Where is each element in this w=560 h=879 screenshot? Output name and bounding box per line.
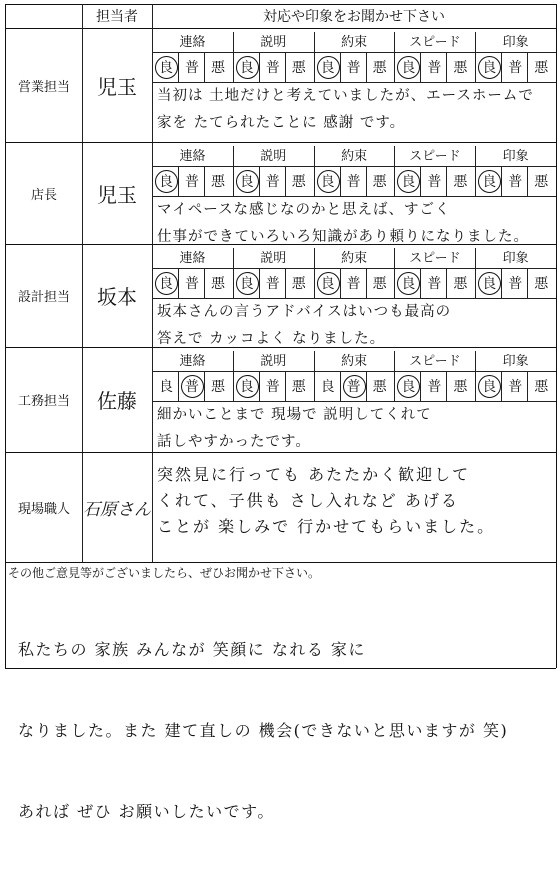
rating-circled-良: 良 [316, 271, 340, 295]
header-tantosha: 担当者 [96, 9, 138, 25]
comment-line: 話しやすかったです。 [157, 434, 311, 450]
rating-option: 悪 [453, 60, 468, 76]
rating-option: 悪 [534, 60, 549, 76]
category-label: 連絡 [179, 353, 206, 369]
category-label: 約束 [341, 148, 368, 164]
rating-option: 普 [427, 60, 442, 76]
rating-option: 悪 [372, 60, 387, 76]
rating-circled-良: 良 [477, 271, 501, 295]
rating-option: 悪 [211, 379, 225, 395]
comment-line: ことが 楽しみで 行かせてもらいました。 [157, 517, 496, 536]
rating-divider [340, 371, 341, 401]
rating-circled-普: 普 [180, 374, 204, 398]
row-divider [5, 562, 556, 563]
comment-line: 家を たてられたことに 感謝 です。 [157, 115, 406, 131]
category-divider [394, 146, 395, 196]
rating-circled-良: 良 [154, 271, 178, 295]
category-divider [475, 146, 476, 196]
category-label: 印象 [502, 148, 529, 164]
rating-divider [420, 166, 421, 196]
rating-divider [446, 166, 447, 196]
rating-divider [420, 52, 421, 82]
rating-option: 悪 [291, 379, 306, 395]
rating-circled-良: 良 [396, 55, 420, 79]
rating-option: 悪 [291, 276, 306, 292]
row-comment [157, 83, 555, 137]
rating-circled-普: 普 [342, 374, 366, 398]
category-divider [233, 32, 234, 82]
row-role-label: 設計担当 [17, 290, 70, 305]
category-label: スピード [409, 353, 461, 369]
comment-line: 突然見に行っても あたたかく歓迎して [157, 465, 471, 484]
rating-circled-良: 良 [477, 169, 501, 193]
rating-divider [527, 371, 528, 401]
other-comments-text [18, 582, 508, 879]
row-role-label: 工務担当 [17, 394, 70, 409]
other-line: 私たちの 家族 みんなが 笑顔に なれる 家に [18, 640, 366, 659]
comment-line: マイペースな感じなのかと思えば、すごく [157, 202, 451, 218]
row-role-label: 営業担当 [17, 79, 70, 95]
rating-option: 悪 [453, 174, 468, 190]
rating-divider [178, 52, 179, 82]
rating-divider [340, 166, 341, 196]
rating-divider [340, 268, 341, 298]
rating-option: 悪 [372, 174, 387, 190]
category-divider [475, 32, 476, 82]
rating-circled-良: 良 [235, 169, 259, 193]
category-label: 説明 [260, 34, 287, 50]
rating-divider [285, 166, 286, 196]
rating-circled-良: 良 [235, 55, 259, 79]
rating-divider [340, 52, 341, 82]
rating-option: 悪 [291, 60, 306, 76]
rating-option: 悪 [534, 379, 549, 395]
rating-divider [420, 268, 421, 298]
outer-right-border [556, 4, 557, 668]
category-label: 連絡 [179, 148, 206, 164]
comment-line: 坂本さんの言うアドバイスはいつも最高の [157, 304, 452, 320]
category-label: 説明 [260, 353, 287, 369]
rating-option: 普 [508, 60, 523, 76]
rating-divider [446, 371, 447, 401]
row-comment [157, 402, 555, 456]
row-role-label: 現場職人 [17, 501, 70, 517]
category-divider [233, 248, 234, 298]
outer-top-border [5, 4, 556, 5]
rating-divider [259, 166, 260, 196]
rating-circled-良: 良 [154, 55, 178, 79]
category-label: 印象 [502, 353, 529, 369]
category-divider [475, 351, 476, 401]
rating-divider [501, 371, 502, 401]
rating-circled-良: 良 [316, 55, 340, 79]
category-label: 約束 [341, 250, 368, 266]
rating-option: 普 [185, 276, 199, 292]
rating-divider [446, 52, 447, 82]
rating-divider [204, 268, 205, 298]
column-divider [152, 4, 153, 562]
rating-circled-良: 良 [235, 374, 259, 398]
rating-divider [285, 371, 286, 401]
comment-line: 仕事ができていろいろ知識があり頼りになりました。 [157, 229, 529, 245]
rating-option: 悪 [291, 174, 306, 190]
category-divider [394, 351, 395, 401]
rating-divider [259, 268, 260, 298]
rating-circled-良: 良 [396, 169, 420, 193]
rating-divider [178, 268, 179, 298]
rating-divider [366, 268, 367, 298]
rating-option: 悪 [453, 379, 468, 395]
rating-circled-良: 良 [154, 169, 178, 193]
rating-circled-良: 良 [477, 55, 501, 79]
row-person-name: 佐藤 [97, 389, 137, 413]
comment-line: 当初は 土地だけと考えていましたが、エースホームで [157, 88, 534, 104]
rating-option: 普 [185, 174, 199, 190]
rating-divider [178, 166, 179, 196]
category-label: スピード [409, 34, 461, 50]
rating-option: 普 [427, 174, 442, 190]
other-line: なりました。また 建て直しの 機会(できないと思いますが 笑) [18, 721, 509, 740]
rating-divider [366, 371, 367, 401]
rating-divider [446, 268, 447, 298]
category-label: 約束 [341, 353, 368, 369]
category-divider [233, 146, 234, 196]
rating-option: 悪 [534, 174, 549, 190]
row-comment [157, 462, 555, 540]
category-divider [314, 146, 315, 196]
rating-divider [366, 52, 367, 82]
rating-divider [204, 52, 205, 82]
comment-line: くれて、子供も さし入れなど あげる [157, 491, 459, 510]
category-label: 約束 [341, 34, 368, 50]
category-divider [394, 248, 395, 298]
rating-option: 良 [320, 379, 335, 395]
rating-option: 悪 [453, 276, 468, 292]
rating-option: 悪 [211, 60, 225, 76]
comment-line: 細かいことまで 現場で 説明してくれて [157, 407, 432, 423]
rating-option: 普 [508, 174, 523, 190]
rating-option: 普 [427, 379, 442, 395]
rating-circled-良: 良 [396, 374, 420, 398]
category-label: 印象 [502, 34, 529, 50]
rating-option: 悪 [372, 379, 387, 395]
rating-option: 普 [185, 60, 199, 76]
rating-divider [527, 268, 528, 298]
rating-divider [501, 166, 502, 196]
rating-divider [420, 371, 421, 401]
rating-option: 普 [265, 379, 280, 395]
category-divider [475, 248, 476, 298]
rating-divider [527, 52, 528, 82]
rating-divider [501, 52, 502, 82]
rating-divider [501, 268, 502, 298]
rating-header-line [152, 371, 556, 372]
rating-option: 悪 [534, 276, 549, 292]
category-label: 印象 [502, 250, 529, 266]
comment-line: 答えで カッコよく なりました。 [157, 331, 386, 347]
category-label: 説明 [260, 250, 287, 266]
rating-circled-良: 良 [235, 271, 259, 295]
rating-divider [178, 371, 179, 401]
rating-header-line [152, 166, 556, 167]
row-comment [157, 197, 555, 251]
category-divider [314, 32, 315, 82]
rating-circled-良: 良 [316, 169, 340, 193]
rating-header-line [152, 268, 556, 269]
rating-divider [204, 166, 205, 196]
category-label: 説明 [260, 148, 287, 164]
rating-divider [285, 268, 286, 298]
other-line: あれば ぜひ お願いしたいです。 [18, 802, 275, 821]
rating-option: 普 [427, 276, 442, 292]
category-label: スピード [409, 250, 461, 266]
category-label: 連絡 [179, 250, 206, 266]
rating-header-line [152, 52, 556, 53]
rating-circled-良: 良 [396, 271, 420, 295]
rating-divider [527, 166, 528, 196]
rating-option: 普 [508, 379, 523, 395]
category-divider [314, 248, 315, 298]
rating-option: 良 [159, 379, 173, 395]
row-comment [157, 299, 555, 353]
header-request: 対応や印象をお聞かせ下さい [263, 9, 445, 25]
row-person-name: 児玉 [97, 182, 137, 207]
row-person-name: 坂本 [97, 285, 137, 309]
category-divider [394, 32, 395, 82]
rating-divider [285, 52, 286, 82]
category-label: スピード [409, 148, 461, 164]
rating-option: 普 [265, 60, 280, 76]
rating-circled-良: 良 [477, 374, 501, 398]
rating-divider [204, 371, 205, 401]
rating-option: 普 [265, 276, 280, 292]
rating-option: 普 [508, 276, 523, 292]
rating-option: 普 [346, 276, 361, 292]
rating-option: 普 [346, 60, 361, 76]
category-divider [314, 351, 315, 401]
category-label: 連絡 [179, 34, 206, 50]
rating-option: 普 [265, 174, 280, 190]
category-divider [233, 351, 234, 401]
row-person-name: 児玉 [97, 74, 137, 99]
rating-option: 悪 [372, 276, 387, 292]
row-role-label: 店長 [30, 187, 57, 203]
rating-divider [366, 166, 367, 196]
rating-divider [259, 371, 260, 401]
rating-option: 悪 [211, 174, 225, 190]
rating-option: 悪 [211, 276, 225, 292]
rating-divider [259, 52, 260, 82]
row-person-name: 石原さん [83, 499, 151, 520]
rating-option: 普 [346, 174, 361, 190]
other-comments-title: その他ご意見等がございましたら、ぜひお聞かせ下さい。 [8, 566, 321, 580]
